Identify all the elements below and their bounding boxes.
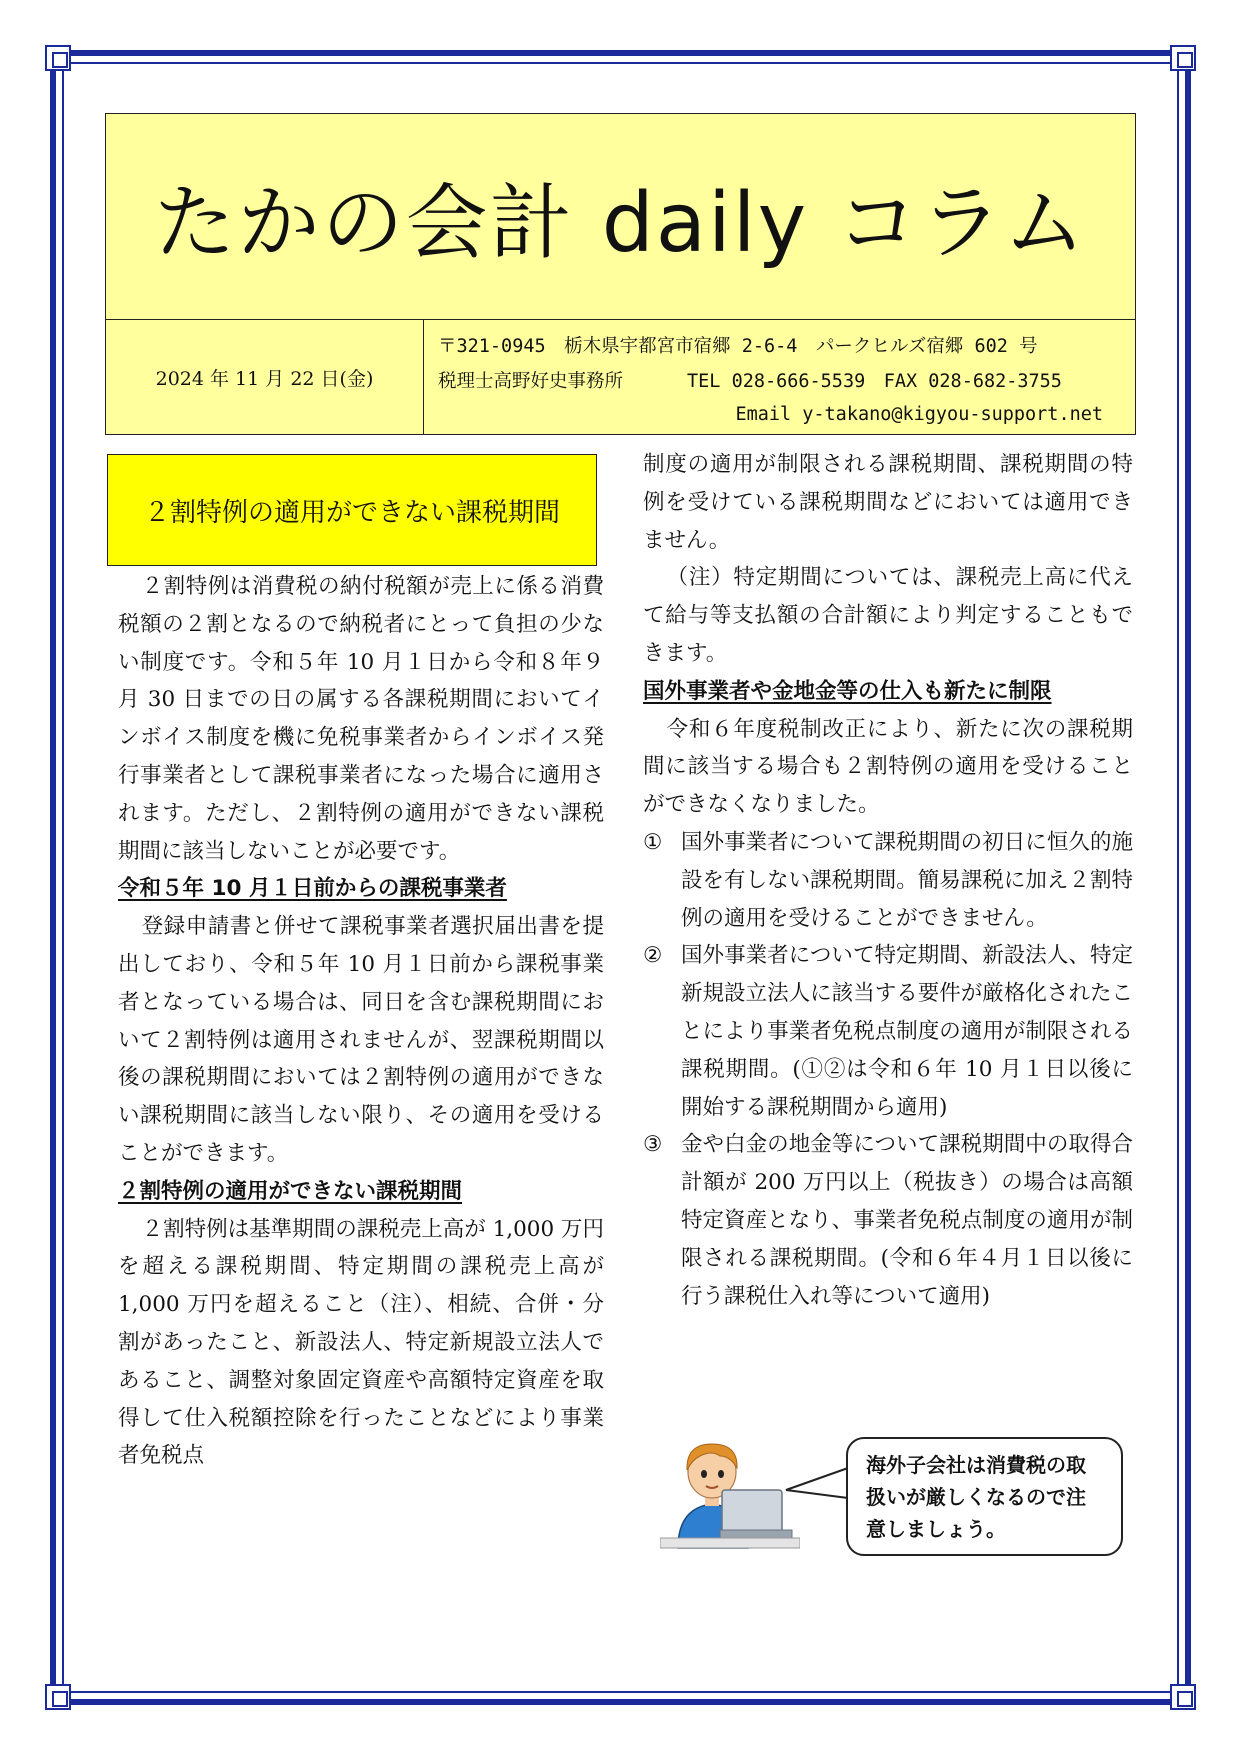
section-heading: 国外事業者や金地金等の仕入も新たに制限 [643,678,1052,704]
section-body: 令和６年度税制改正により、新たに次の課税期間に該当する場合も２割特例の適用を受けることができなくなりました。 [643,716,1133,818]
newsletter-header [105,113,1136,435]
list-item-text: 金や白金の地金等について課税期間中の取得合計額が 200 万円以上（税抜き）の場合は高額特定資産となり、事業者免税点制度の適用が制限される課税期間。(令和６年４月１日以後に行う課税仕入れ等について適用) [681,1132,1133,1309]
issue-date: 2024 年 11 月 22 日(金) [106,320,424,434]
office-name: 税理士高野好史事務所 [438,371,624,392]
contact-info [424,320,1135,434]
note-paragraph: （注）特定期間については、課税売上高に代えて給与等支払額の合計額により判定することもできます。 [643,565,1133,666]
section-body: ２割特例は基準期間の課税売上高が 1,000 万円を超える課税期間、特定期間の課税売上高が 1,000 万円を超えること（注）、相続、合併・分割があったこと、新設法人、特定新規設立法人であること、調整対象固定資産や高額特定資産を取得して仕入税額控除を行ったことなどにより事業者免税点 [118,1216,604,1469]
right-column [643,446,1133,1315]
list-item [643,937,1133,1126]
speech-bubble: 海外子会社は消費税の取扱いが厳しくなるので注意しましょう。 [846,1437,1123,1556]
section-heading: ２割特例の適用ができない課税期間 [118,1178,463,1204]
page-title: たかの会計 daily コラム [153,176,1088,271]
list-item [643,824,1133,937]
person-at-laptop-illustration [660,1430,800,1550]
section-heading: 令和５年 10 月１日前からの課税事業者 [118,876,507,902]
corner-ornament [45,1684,71,1710]
address: 〒321-0945 栃木県宇都宮市宿郷 2-6-4 パークヒルズ宿郷 602 号 [438,336,1038,357]
corner-ornament [45,45,71,71]
list-item [643,1126,1133,1315]
list-marker: ② [643,943,663,969]
list-item-text: 国外事業者について特定期間、新設法人、特定新規設立法人に該当する要件が厳格化されたことにより事業者免税点制度の適用が制限される課税期間。(①②は令和６年 10 月１日以後に開始する課税期間から適用) [681,943,1133,1120]
corner-ornament [1170,1684,1196,1710]
corner-ornament [1170,45,1196,71]
email: Email y-takano@kigyou-support.net [735,404,1103,425]
continuation-paragraph: 制度の適用が制限される課税期間、課税期間の特例を受けている課税期間などにおいては適用できません。 [643,452,1133,553]
office-line [438,367,1062,393]
article-headline: ２割特例の適用ができない課税期間 [107,454,597,566]
list-marker: ① [643,829,663,855]
intro-paragraph: ２割特例は消費税の納付税額が売上に係る消費税額の２割となるので納税者にとって負担の少ない制度です。令和５年 10 月１日から令和８年９月 30 日までの日の属する各課税期間においてインボイス制度を機に免税事業者からインボイス発行事業者として課税事業者になった場合に適用されます。ただし、２割特例の適用ができない課税期間に該当しないことが必要です。 [118,574,604,864]
section-body: 登録申請書と併せて課税事業者選択届出書を提出しており、令和５年 10 月１日前から課税事業者となっている場合は、同日を含む課税期間において２割特例は適用されませんが、翌課税期間以後の課税期間においては２割特例の適用ができない課税期間に該当しない限り、その適用を受けることができます。 [118,914,604,1166]
list-marker: ③ [643,1132,663,1158]
restriction-list [643,824,1133,1315]
left-column [118,568,604,1475]
tel-fax: TEL 028-666-5539 FAX 028-682-3755 [687,371,1062,392]
speech-bubble-tail [784,1460,850,1510]
title-box [106,114,1135,320]
list-item-text: 国外事業者について課税期間の初日に恒久的施設を有しない課税期間。簡易課税に加え２割特例の適用を受けることができません。 [681,829,1133,931]
